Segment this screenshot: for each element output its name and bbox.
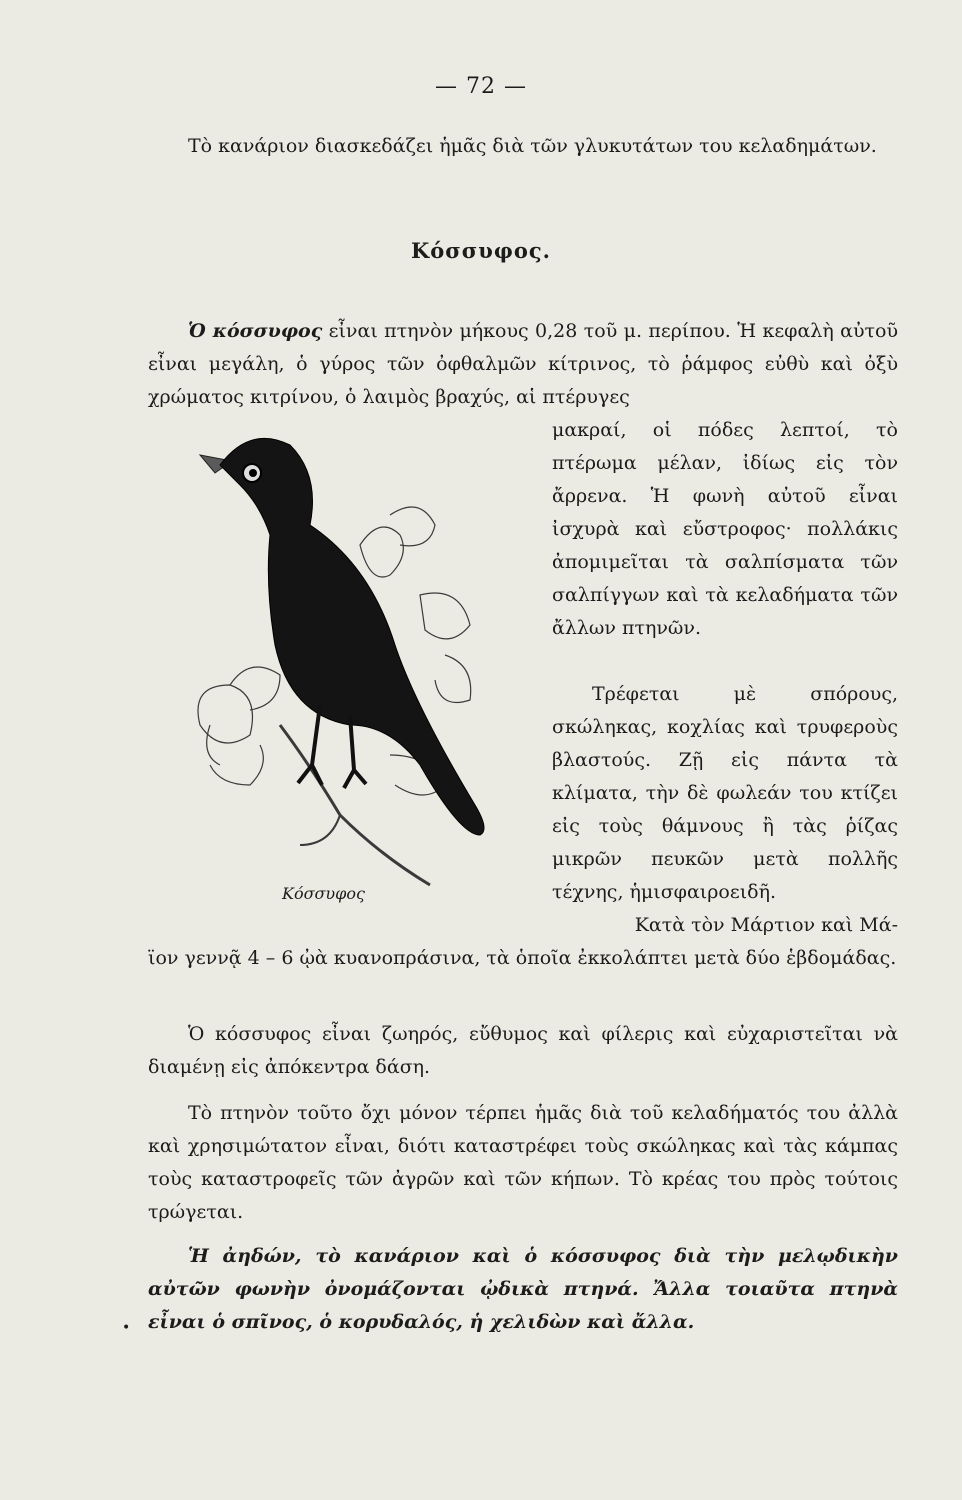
subject-lead: Ὁ κόσσυφος (188, 320, 323, 342)
breeding-paragraph-rest: ϊον γεννᾷ 4 – 6 ᾠὰ κυανοπράσινα, τὰ ὁποῖα ἐκκολάπτει μετὰ δύο ἑβδομάδας. (148, 947, 897, 969)
blackbird-engraving (160, 425, 540, 895)
bird (200, 438, 484, 835)
section-heading: Κόσσυφος. (411, 238, 551, 263)
diet-paragraph: Τρέφεται μὲ σπόρους, σκώληκας, κοχλίας καὶ τρυφεροὺς βλαστούς. Ζῇ εἰς πάντα τὰ κλίματα, τὴν δὲ φωλεάν του κτίζει εἰς τοὺς θάμνους ἢ τὰς ῥίζας μικρῶν πευκῶν μετὰ πολλῆς τέχνης, ἡμισφαιροειδῆ. (552, 683, 898, 903)
description-top-text: εἶναι πτηνὸν μήκους 0,28 τοῦ μ. περίπου. Ἡ κεφαλὴ αὐτοῦ εἶναι μεγάλη, ὁ γύρος τῶν ὀφθαλμῶν κίτρινος, τὸ ῥάμφος εὐθὺ καὶ ὀξὺ χρώματος κιτρίνου, ὁ λαιμὸς βραχύς, αἱ πτέρυγες (148, 320, 898, 408)
songbirds-paragraph: Ἡ ἀηδών, τὸ κανάριον καὶ ὁ κόσσυφος διὰ τὴν μελῳδικὴν αὐτῶν φωνὴν ὀνομάζονται ᾠδικὰ πτηνά. Ἄλλα τοιαῦτα πτηνὰ εἶναι ὁ σπῖνος, ὁ κορυδαλός, ἡ χελιδὼν καὶ ἄλλα. (148, 1245, 898, 1333)
description-paragraph-top (148, 315, 898, 414)
page-number: — 72 — (435, 74, 527, 99)
behavior-paragraph: Ὁ κόσσυφος εἶναι ζωηρός, εὔθυμος καὶ φίλερις καὶ εὐχαριστεῖται νὰ διαμένῃ εἰς ἀπόκεντρα δάση. (148, 1023, 898, 1078)
figure-caption: Κόσσυφος (282, 884, 365, 903)
blackbird-illustration (160, 425, 540, 895)
description-paragraph-side: μακραί, οἱ πόδες λεπτοί, τὸ πτέρωμα μέλαν, ἰδίως εἰς τὸν ἄρρενα. Ἡ φωνὴ αὐτοῦ εἶναι ἰσχυρὰ καὶ εὔστροφος· πολλάκις ἀπομιμεῖται τὰ σαλπίσματα τῶν σαλπίγγων καὶ τὰ κελαδήματα τῶν ἄλλων πτηνῶν. (552, 419, 898, 639)
breeding-paragraph-start: Κατὰ τὸν Μάρτιον καὶ Μά- (634, 914, 898, 936)
intro-paragraph: Τὸ κανάριον διασκεδάζει ἡμᾶς διὰ τῶν γλυκυτάτων του κελαδημάτων. (188, 135, 877, 157)
usefulness-paragraph: Τὸ πτηνὸν τοῦτο ὄχι μόνον τέρπει ἡμᾶς διὰ τοῦ κελαδήματός του ἀλλὰ καὶ χρησιμώτατον εἶναι, διότι καταστρέφει τοὺς σκώληκας καὶ τὰς κάμπας τοὺς καταστροφεῖς τῶν ἀγρῶν καὶ τῶν κήπων. Τὸ κρέας του πρὸς τούτοις τρώγεται. (148, 1102, 898, 1223)
margin-mark: • (122, 1320, 131, 1336)
